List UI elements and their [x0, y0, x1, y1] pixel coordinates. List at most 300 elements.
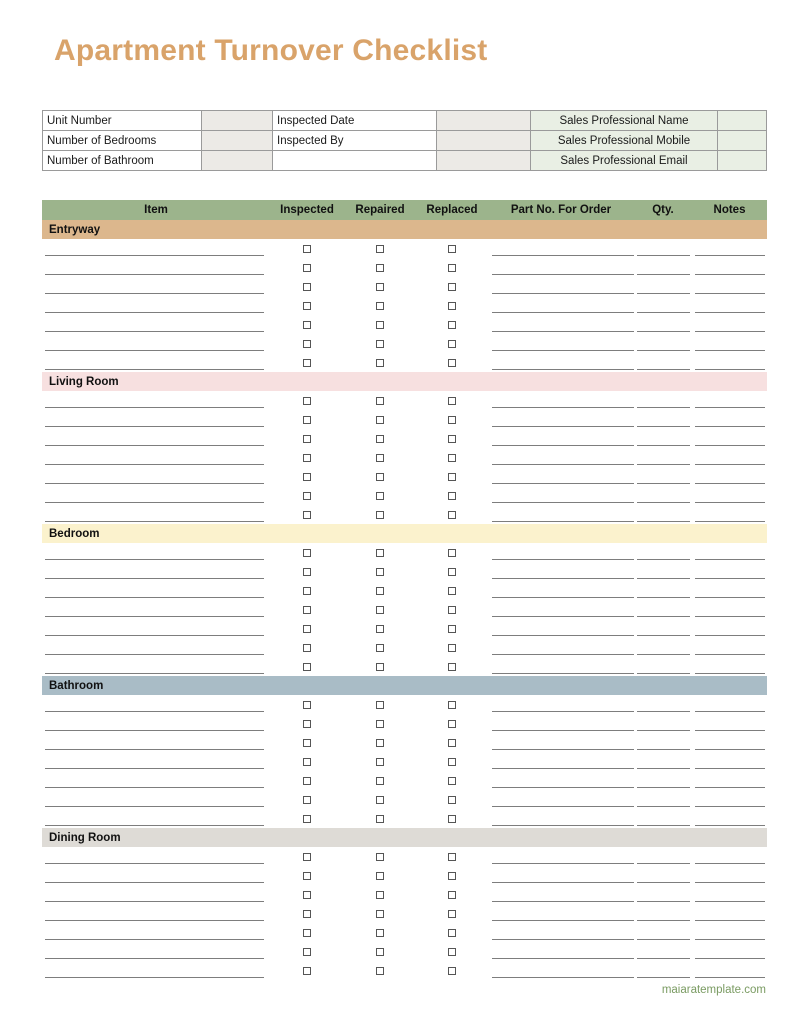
item-name-field[interactable] — [42, 695, 270, 714]
part-no-field[interactable] — [488, 277, 634, 296]
checkbox-replaced[interactable] — [448, 701, 456, 709]
qty-field[interactable] — [634, 334, 692, 353]
checkbox-cell-repaired[interactable] — [344, 467, 416, 486]
checkbox-replaced[interactable] — [448, 359, 456, 367]
part-no-field[interactable] — [488, 258, 634, 277]
qty-field[interactable] — [634, 543, 692, 562]
checkbox-cell-inspected[interactable] — [270, 714, 344, 733]
checkbox-replaced[interactable] — [448, 948, 456, 956]
checkbox-replaced[interactable] — [448, 340, 456, 348]
checkbox-cell-repaired[interactable] — [344, 904, 416, 923]
qty-field[interactable] — [634, 429, 692, 448]
checkbox-replaced[interactable] — [448, 967, 456, 975]
part-no-field[interactable] — [488, 695, 634, 714]
checkbox-replaced[interactable] — [448, 568, 456, 576]
checkbox-cell-inspected[interactable] — [270, 448, 344, 467]
checkbox-repaired[interactable] — [376, 549, 384, 557]
qty-field[interactable] — [634, 695, 692, 714]
notes-field[interactable] — [692, 581, 767, 600]
item-name-field[interactable] — [42, 429, 270, 448]
checkbox-replaced[interactable] — [448, 549, 456, 557]
checkbox-cell-replaced[interactable] — [416, 277, 488, 296]
item-name-field[interactable] — [42, 296, 270, 315]
checkbox-cell-replaced[interactable] — [416, 429, 488, 448]
checkbox-cell-replaced[interactable] — [416, 714, 488, 733]
checkbox-inspected[interactable] — [303, 739, 311, 747]
checkbox-replaced[interactable] — [448, 910, 456, 918]
checkbox-inspected[interactable] — [303, 872, 311, 880]
checkbox-repaired[interactable] — [376, 473, 384, 481]
part-no-field[interactable] — [488, 942, 634, 961]
checkbox-repaired[interactable] — [376, 663, 384, 671]
checkbox-repaired[interactable] — [376, 644, 384, 652]
checkbox-inspected[interactable] — [303, 549, 311, 557]
qty-field[interactable] — [634, 904, 692, 923]
part-no-field[interactable] — [488, 353, 634, 372]
part-no-field[interactable] — [488, 429, 634, 448]
qty-field[interactable] — [634, 885, 692, 904]
checkbox-replaced[interactable] — [448, 720, 456, 728]
qty-field[interactable] — [634, 353, 692, 372]
part-no-field[interactable] — [488, 543, 634, 562]
checkbox-replaced[interactable] — [448, 815, 456, 823]
checkbox-cell-repaired[interactable] — [344, 657, 416, 676]
part-no-field[interactable] — [488, 809, 634, 828]
checkbox-cell-inspected[interactable] — [270, 296, 344, 315]
notes-field[interactable] — [692, 258, 767, 277]
checkbox-cell-replaced[interactable] — [416, 543, 488, 562]
checkbox-repaired[interactable] — [376, 359, 384, 367]
notes-field[interactable] — [692, 410, 767, 429]
part-no-field[interactable] — [488, 961, 634, 980]
info-value-bathroom[interactable] — [202, 151, 273, 171]
qty-field[interactable] — [634, 847, 692, 866]
checkbox-cell-inspected[interactable] — [270, 315, 344, 334]
info-value-sales-name[interactable] — [718, 111, 767, 131]
checkbox-cell-inspected[interactable] — [270, 923, 344, 942]
part-no-field[interactable] — [488, 600, 634, 619]
checkbox-replaced[interactable] — [448, 891, 456, 899]
checkbox-cell-replaced[interactable] — [416, 657, 488, 676]
checkbox-cell-replaced[interactable] — [416, 771, 488, 790]
notes-field[interactable] — [692, 771, 767, 790]
checkbox-cell-repaired[interactable] — [344, 695, 416, 714]
qty-field[interactable] — [634, 296, 692, 315]
checkbox-repaired[interactable] — [376, 853, 384, 861]
item-name-field[interactable] — [42, 448, 270, 467]
checkbox-cell-inspected[interactable] — [270, 429, 344, 448]
checkbox-inspected[interactable] — [303, 511, 311, 519]
checkbox-repaired[interactable] — [376, 511, 384, 519]
notes-field[interactable] — [692, 638, 767, 657]
item-name-field[interactable] — [42, 410, 270, 429]
part-no-field[interactable] — [488, 885, 634, 904]
notes-field[interactable] — [692, 923, 767, 942]
checkbox-cell-inspected[interactable] — [270, 239, 344, 258]
checkbox-cell-replaced[interactable] — [416, 467, 488, 486]
checkbox-cell-inspected[interactable] — [270, 809, 344, 828]
part-no-field[interactable] — [488, 866, 634, 885]
item-name-field[interactable] — [42, 638, 270, 657]
checkbox-cell-replaced[interactable] — [416, 486, 488, 505]
checkbox-repaired[interactable] — [376, 454, 384, 462]
checkbox-cell-repaired[interactable] — [344, 543, 416, 562]
checkbox-cell-replaced[interactable] — [416, 790, 488, 809]
checkbox-inspected[interactable] — [303, 397, 311, 405]
checkbox-inspected[interactable] — [303, 321, 311, 329]
item-name-field[interactable] — [42, 467, 270, 486]
qty-field[interactable] — [634, 942, 692, 961]
checkbox-cell-inspected[interactable] — [270, 638, 344, 657]
checkbox-cell-repaired[interactable] — [344, 866, 416, 885]
qty-field[interactable] — [634, 809, 692, 828]
item-name-field[interactable] — [42, 714, 270, 733]
item-name-field[interactable] — [42, 486, 270, 505]
checkbox-cell-inspected[interactable] — [270, 486, 344, 505]
checkbox-inspected[interactable] — [303, 720, 311, 728]
checkbox-cell-inspected[interactable] — [270, 695, 344, 714]
checkbox-cell-repaired[interactable] — [344, 752, 416, 771]
checkbox-cell-replaced[interactable] — [416, 258, 488, 277]
checkbox-cell-replaced[interactable] — [416, 600, 488, 619]
checkbox-cell-replaced[interactable] — [416, 562, 488, 581]
notes-field[interactable] — [692, 334, 767, 353]
part-no-field[interactable] — [488, 467, 634, 486]
item-name-field[interactable] — [42, 904, 270, 923]
checkbox-cell-repaired[interactable] — [344, 961, 416, 980]
part-no-field[interactable] — [488, 733, 634, 752]
checkbox-cell-inspected[interactable] — [270, 562, 344, 581]
checkbox-cell-inspected[interactable] — [270, 961, 344, 980]
checkbox-replaced[interactable] — [448, 454, 456, 462]
part-no-field[interactable] — [488, 847, 634, 866]
checkbox-cell-inspected[interactable] — [270, 277, 344, 296]
qty-field[interactable] — [634, 277, 692, 296]
checkbox-cell-repaired[interactable] — [344, 486, 416, 505]
checkbox-cell-inspected[interactable] — [270, 334, 344, 353]
checkbox-cell-replaced[interactable] — [416, 448, 488, 467]
qty-field[interactable] — [634, 315, 692, 334]
notes-field[interactable] — [692, 562, 767, 581]
checkbox-inspected[interactable] — [303, 758, 311, 766]
checkbox-repaired[interactable] — [376, 872, 384, 880]
checkbox-cell-replaced[interactable] — [416, 847, 488, 866]
checkbox-inspected[interactable] — [303, 359, 311, 367]
checkbox-cell-repaired[interactable] — [344, 391, 416, 410]
part-no-field[interactable] — [488, 904, 634, 923]
part-no-field[interactable] — [488, 410, 634, 429]
item-name-field[interactable] — [42, 239, 270, 258]
checkbox-cell-repaired[interactable] — [344, 448, 416, 467]
qty-field[interactable] — [634, 391, 692, 410]
qty-field[interactable] — [634, 733, 692, 752]
part-no-field[interactable] — [488, 391, 634, 410]
checkbox-repaired[interactable] — [376, 891, 384, 899]
part-no-field[interactable] — [488, 296, 634, 315]
qty-field[interactable] — [634, 239, 692, 258]
notes-field[interactable] — [692, 847, 767, 866]
notes-field[interactable] — [692, 790, 767, 809]
qty-field[interactable] — [634, 923, 692, 942]
checkbox-repaired[interactable] — [376, 967, 384, 975]
checkbox-repaired[interactable] — [376, 739, 384, 747]
checkbox-cell-inspected[interactable] — [270, 505, 344, 524]
checkbox-cell-inspected[interactable] — [270, 885, 344, 904]
checkbox-repaired[interactable] — [376, 796, 384, 804]
checkbox-repaired[interactable] — [376, 929, 384, 937]
notes-field[interactable] — [692, 315, 767, 334]
info-value-inspected-by[interactable] — [437, 131, 531, 151]
checkbox-inspected[interactable] — [303, 967, 311, 975]
checkbox-replaced[interactable] — [448, 435, 456, 443]
checkbox-repaired[interactable] — [376, 397, 384, 405]
notes-field[interactable] — [692, 657, 767, 676]
item-name-field[interactable] — [42, 543, 270, 562]
checkbox-cell-replaced[interactable] — [416, 505, 488, 524]
info-value-sales-email[interactable] — [718, 151, 767, 171]
checkbox-cell-replaced[interactable] — [416, 239, 488, 258]
checkbox-cell-replaced[interactable] — [416, 695, 488, 714]
checkbox-cell-inspected[interactable] — [270, 657, 344, 676]
checkbox-replaced[interactable] — [448, 796, 456, 804]
qty-field[interactable] — [634, 771, 692, 790]
notes-field[interactable] — [692, 961, 767, 980]
checkbox-inspected[interactable] — [303, 644, 311, 652]
item-name-field[interactable] — [42, 847, 270, 866]
qty-field[interactable] — [634, 866, 692, 885]
notes-field[interactable] — [692, 429, 767, 448]
checkbox-inspected[interactable] — [303, 796, 311, 804]
checkbox-replaced[interactable] — [448, 245, 456, 253]
checkbox-cell-repaired[interactable] — [344, 942, 416, 961]
item-name-field[interactable] — [42, 961, 270, 980]
checkbox-repaired[interactable] — [376, 321, 384, 329]
checkbox-replaced[interactable] — [448, 283, 456, 291]
checkbox-repaired[interactable] — [376, 587, 384, 595]
checkbox-cell-inspected[interactable] — [270, 600, 344, 619]
checkbox-inspected[interactable] — [303, 473, 311, 481]
checkbox-replaced[interactable] — [448, 872, 456, 880]
checkbox-inspected[interactable] — [303, 606, 311, 614]
checkbox-cell-repaired[interactable] — [344, 581, 416, 600]
checkbox-cell-replaced[interactable] — [416, 410, 488, 429]
checkbox-repaired[interactable] — [376, 283, 384, 291]
notes-field[interactable] — [692, 543, 767, 562]
item-name-field[interactable] — [42, 657, 270, 676]
checkbox-cell-repaired[interactable] — [344, 258, 416, 277]
checkbox-cell-replaced[interactable] — [416, 733, 488, 752]
item-name-field[interactable] — [42, 562, 270, 581]
notes-field[interactable] — [692, 277, 767, 296]
checkbox-replaced[interactable] — [448, 473, 456, 481]
checkbox-cell-inspected[interactable] — [270, 866, 344, 885]
notes-field[interactable] — [692, 866, 767, 885]
checkbox-cell-inspected[interactable] — [270, 258, 344, 277]
checkbox-cell-replaced[interactable] — [416, 923, 488, 942]
item-name-field[interactable] — [42, 771, 270, 790]
checkbox-cell-inspected[interactable] — [270, 353, 344, 372]
item-name-field[interactable] — [42, 600, 270, 619]
qty-field[interactable] — [634, 448, 692, 467]
checkbox-cell-replaced[interactable] — [416, 638, 488, 657]
checkbox-cell-repaired[interactable] — [344, 296, 416, 315]
item-name-field[interactable] — [42, 866, 270, 885]
checkbox-replaced[interactable] — [448, 264, 456, 272]
checkbox-cell-inspected[interactable] — [270, 467, 344, 486]
checkbox-inspected[interactable] — [303, 302, 311, 310]
info-value-unit-number[interactable] — [202, 111, 273, 131]
part-no-field[interactable] — [488, 771, 634, 790]
info-value-empty[interactable] — [437, 151, 531, 171]
checkbox-repaired[interactable] — [376, 435, 384, 443]
checkbox-inspected[interactable] — [303, 853, 311, 861]
checkbox-cell-replaced[interactable] — [416, 334, 488, 353]
checkbox-cell-replaced[interactable] — [416, 866, 488, 885]
part-no-field[interactable] — [488, 239, 634, 258]
qty-field[interactable] — [634, 961, 692, 980]
checkbox-replaced[interactable] — [448, 777, 456, 785]
qty-field[interactable] — [634, 562, 692, 581]
checkbox-inspected[interactable] — [303, 264, 311, 272]
checkbox-cell-inspected[interactable] — [270, 733, 344, 752]
part-no-field[interactable] — [488, 619, 634, 638]
notes-field[interactable] — [692, 695, 767, 714]
part-no-field[interactable] — [488, 334, 634, 353]
notes-field[interactable] — [692, 467, 767, 486]
part-no-field[interactable] — [488, 657, 634, 676]
checkbox-inspected[interactable] — [303, 492, 311, 500]
checkbox-cell-inspected[interactable] — [270, 581, 344, 600]
checkbox-inspected[interactable] — [303, 568, 311, 576]
checkbox-repaired[interactable] — [376, 815, 384, 823]
checkbox-inspected[interactable] — [303, 625, 311, 633]
checkbox-cell-repaired[interactable] — [344, 353, 416, 372]
checkbox-inspected[interactable] — [303, 340, 311, 348]
item-name-field[interactable] — [42, 391, 270, 410]
checkbox-inspected[interactable] — [303, 416, 311, 424]
part-no-field[interactable] — [488, 486, 634, 505]
checkbox-repaired[interactable] — [376, 606, 384, 614]
checkbox-repaired[interactable] — [376, 245, 384, 253]
qty-field[interactable] — [634, 714, 692, 733]
part-no-field[interactable] — [488, 790, 634, 809]
checkbox-cell-inspected[interactable] — [270, 391, 344, 410]
checkbox-cell-repaired[interactable] — [344, 923, 416, 942]
checkbox-replaced[interactable] — [448, 587, 456, 595]
checkbox-repaired[interactable] — [376, 948, 384, 956]
item-name-field[interactable] — [42, 258, 270, 277]
checkbox-cell-replaced[interactable] — [416, 315, 488, 334]
info-value-inspected-date[interactable] — [437, 111, 531, 131]
checkbox-repaired[interactable] — [376, 302, 384, 310]
qty-field[interactable] — [634, 467, 692, 486]
item-name-field[interactable] — [42, 505, 270, 524]
info-value-sales-mobile[interactable] — [718, 131, 767, 151]
notes-field[interactable] — [692, 391, 767, 410]
checkbox-cell-repaired[interactable] — [344, 619, 416, 638]
checkbox-inspected[interactable] — [303, 435, 311, 443]
checkbox-cell-replaced[interactable] — [416, 619, 488, 638]
checkbox-cell-replaced[interactable] — [416, 752, 488, 771]
notes-field[interactable] — [692, 600, 767, 619]
item-name-field[interactable] — [42, 885, 270, 904]
checkbox-cell-replaced[interactable] — [416, 809, 488, 828]
qty-field[interactable] — [634, 600, 692, 619]
checkbox-replaced[interactable] — [448, 492, 456, 500]
qty-field[interactable] — [634, 790, 692, 809]
checkbox-cell-repaired[interactable] — [344, 410, 416, 429]
checkbox-replaced[interactable] — [448, 302, 456, 310]
part-no-field[interactable] — [488, 752, 634, 771]
checkbox-inspected[interactable] — [303, 891, 311, 899]
checkbox-cell-repaired[interactable] — [344, 885, 416, 904]
checkbox-cell-replaced[interactable] — [416, 885, 488, 904]
qty-field[interactable] — [634, 505, 692, 524]
notes-field[interactable] — [692, 942, 767, 961]
checkbox-inspected[interactable] — [303, 948, 311, 956]
qty-field[interactable] — [634, 638, 692, 657]
checkbox-cell-replaced[interactable] — [416, 961, 488, 980]
notes-field[interactable] — [692, 885, 767, 904]
notes-field[interactable] — [692, 486, 767, 505]
checkbox-repaired[interactable] — [376, 758, 384, 766]
checkbox-repaired[interactable] — [376, 777, 384, 785]
notes-field[interactable] — [692, 809, 767, 828]
checkbox-cell-inspected[interactable] — [270, 847, 344, 866]
checkbox-repaired[interactable] — [376, 492, 384, 500]
checkbox-cell-replaced[interactable] — [416, 581, 488, 600]
checkbox-cell-repaired[interactable] — [344, 638, 416, 657]
notes-field[interactable] — [692, 448, 767, 467]
checkbox-inspected[interactable] — [303, 777, 311, 785]
checkbox-inspected[interactable] — [303, 454, 311, 462]
checkbox-replaced[interactable] — [448, 739, 456, 747]
checkbox-inspected[interactable] — [303, 701, 311, 709]
item-name-field[interactable] — [42, 334, 270, 353]
item-name-field[interactable] — [42, 581, 270, 600]
checkbox-replaced[interactable] — [448, 625, 456, 633]
checkbox-cell-inspected[interactable] — [270, 543, 344, 562]
checkbox-inspected[interactable] — [303, 910, 311, 918]
checkbox-cell-inspected[interactable] — [270, 904, 344, 923]
notes-field[interactable] — [692, 505, 767, 524]
checkbox-cell-repaired[interactable] — [344, 847, 416, 866]
qty-field[interactable] — [634, 410, 692, 429]
checkbox-replaced[interactable] — [448, 929, 456, 937]
item-name-field[interactable] — [42, 353, 270, 372]
checkbox-repaired[interactable] — [376, 568, 384, 576]
qty-field[interactable] — [634, 752, 692, 771]
checkbox-replaced[interactable] — [448, 644, 456, 652]
part-no-field[interactable] — [488, 581, 634, 600]
checkbox-cell-inspected[interactable] — [270, 410, 344, 429]
checkbox-repaired[interactable] — [376, 910, 384, 918]
checkbox-replaced[interactable] — [448, 397, 456, 405]
checkbox-inspected[interactable] — [303, 245, 311, 253]
checkbox-cell-repaired[interactable] — [344, 714, 416, 733]
notes-field[interactable] — [692, 296, 767, 315]
checkbox-cell-repaired[interactable] — [344, 277, 416, 296]
checkbox-replaced[interactable] — [448, 758, 456, 766]
checkbox-inspected[interactable] — [303, 929, 311, 937]
checkbox-cell-replaced[interactable] — [416, 391, 488, 410]
notes-field[interactable] — [692, 904, 767, 923]
part-no-field[interactable] — [488, 923, 634, 942]
checkbox-cell-repaired[interactable] — [344, 790, 416, 809]
checkbox-replaced[interactable] — [448, 853, 456, 861]
checkbox-repaired[interactable] — [376, 264, 384, 272]
checkbox-cell-inspected[interactable] — [270, 771, 344, 790]
